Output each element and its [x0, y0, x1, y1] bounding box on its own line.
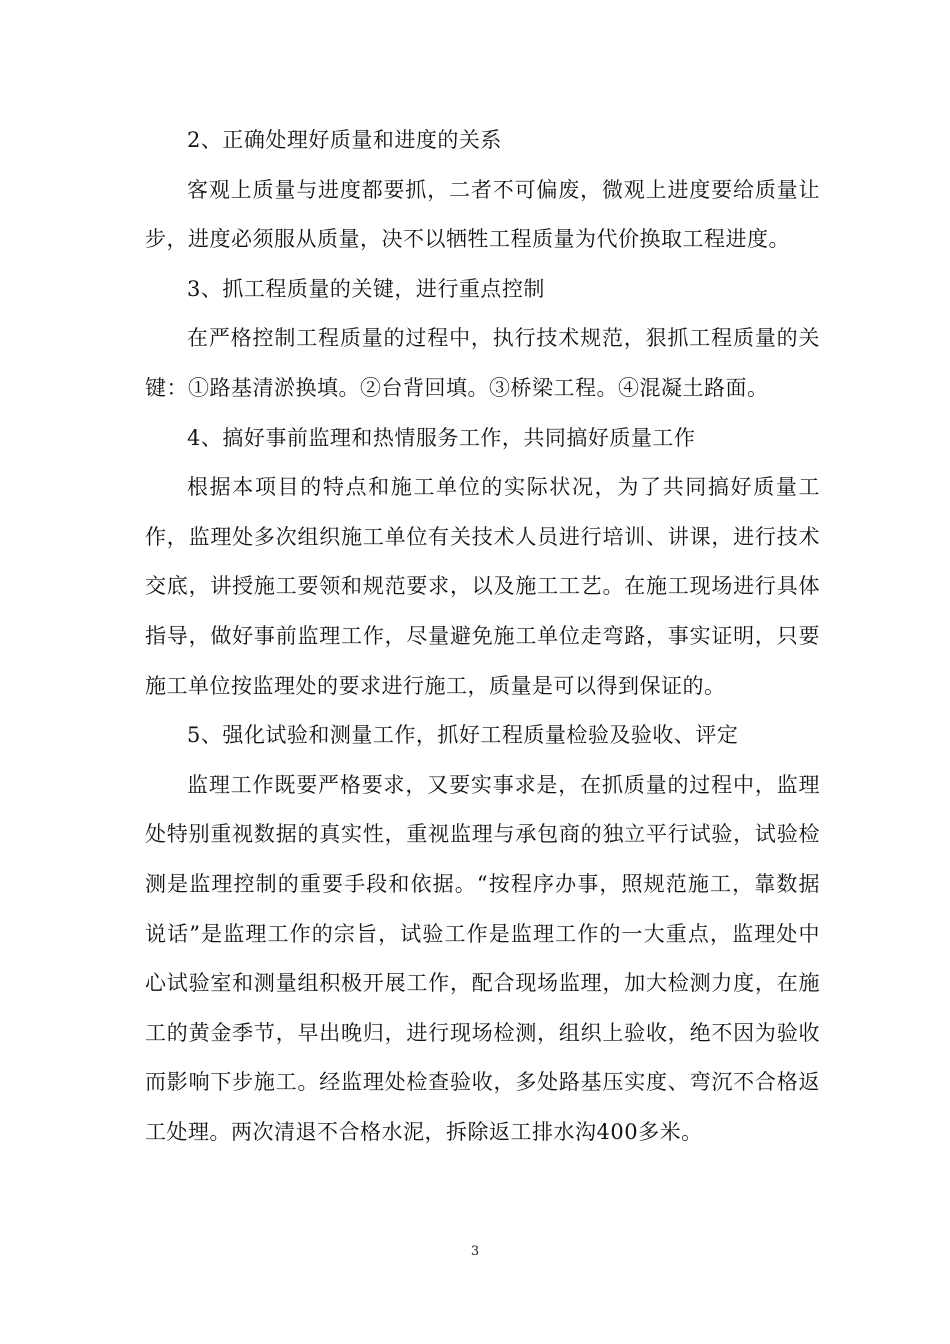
- page-number: 3: [470, 1244, 480, 1259]
- paragraph-key-control: 在严格控制工程质量的过程中，执行技术规范，狠抓工程质量的关键：①路基清淤换填。②台背回填。③桥梁工程。④混凝土路面。: [145, 326, 820, 400]
- paragraph-quality-progress: 客观上质量与进度都要抓，二者不可偏废，微观上进度要给质量让步，进度必须服从质量，决不以牺牲工程质量为代价换取工程进度。: [145, 177, 820, 252]
- paragraph-prior-supervision: 根据本项目的特点和施工单位的实际状况，为了共同搞好质量工作，监理处多次组织施工单位有关技术人员进行培训、讲课，进行技术交底，讲授施工要领和规范要求，以及施工工艺。在施工现场进行具体指导，做好事前监理工作，尽量避免施工单位走弯路，事实证明，只要施工单位按监理处的要求进行施工，质量是可以得到保证的。: [145, 475, 820, 698]
- page-body: [145, 116, 820, 1157]
- section-heading-key-control: 3、抓工程质量的关键，进行重点控制: [187, 276, 545, 301]
- section-heading-prior-supervision: 4、搞好事前监理和热情服务工作，共同搞好质量工作: [187, 425, 696, 450]
- section-heading-quality-progress: 2、正确处理好质量和进度的关系: [187, 128, 502, 152]
- paragraph-testing-survey: 监理工作既要严格要求，又要实事求是，在抓质量的过程中，监理处特别重视数据的真实性，重视监理与承包商的独立平行试验，试验检测是监理控制的重要手段和依据。“按程序办事，照规范施工，靠数据说话”是监理工作的宗旨，试验工作是监理工作的一大重点，监理处中心试验室和测量组积极开展工作，配合现场监理，加大检测力度，在施工的黄金季节，早出晚归，进行现场检测，组织上验收，绝不因为验收而影响下步施工。经监理处检查验收，多处路基压实度、弯沉不合格返工处理。两次清退不合格水泥，拆除返工排水沟400多米。: [145, 772, 820, 1144]
- section-heading-testing-survey: 5、强化试验和测量工作，抓好工程质量检验及验收、评定: [187, 723, 739, 748]
